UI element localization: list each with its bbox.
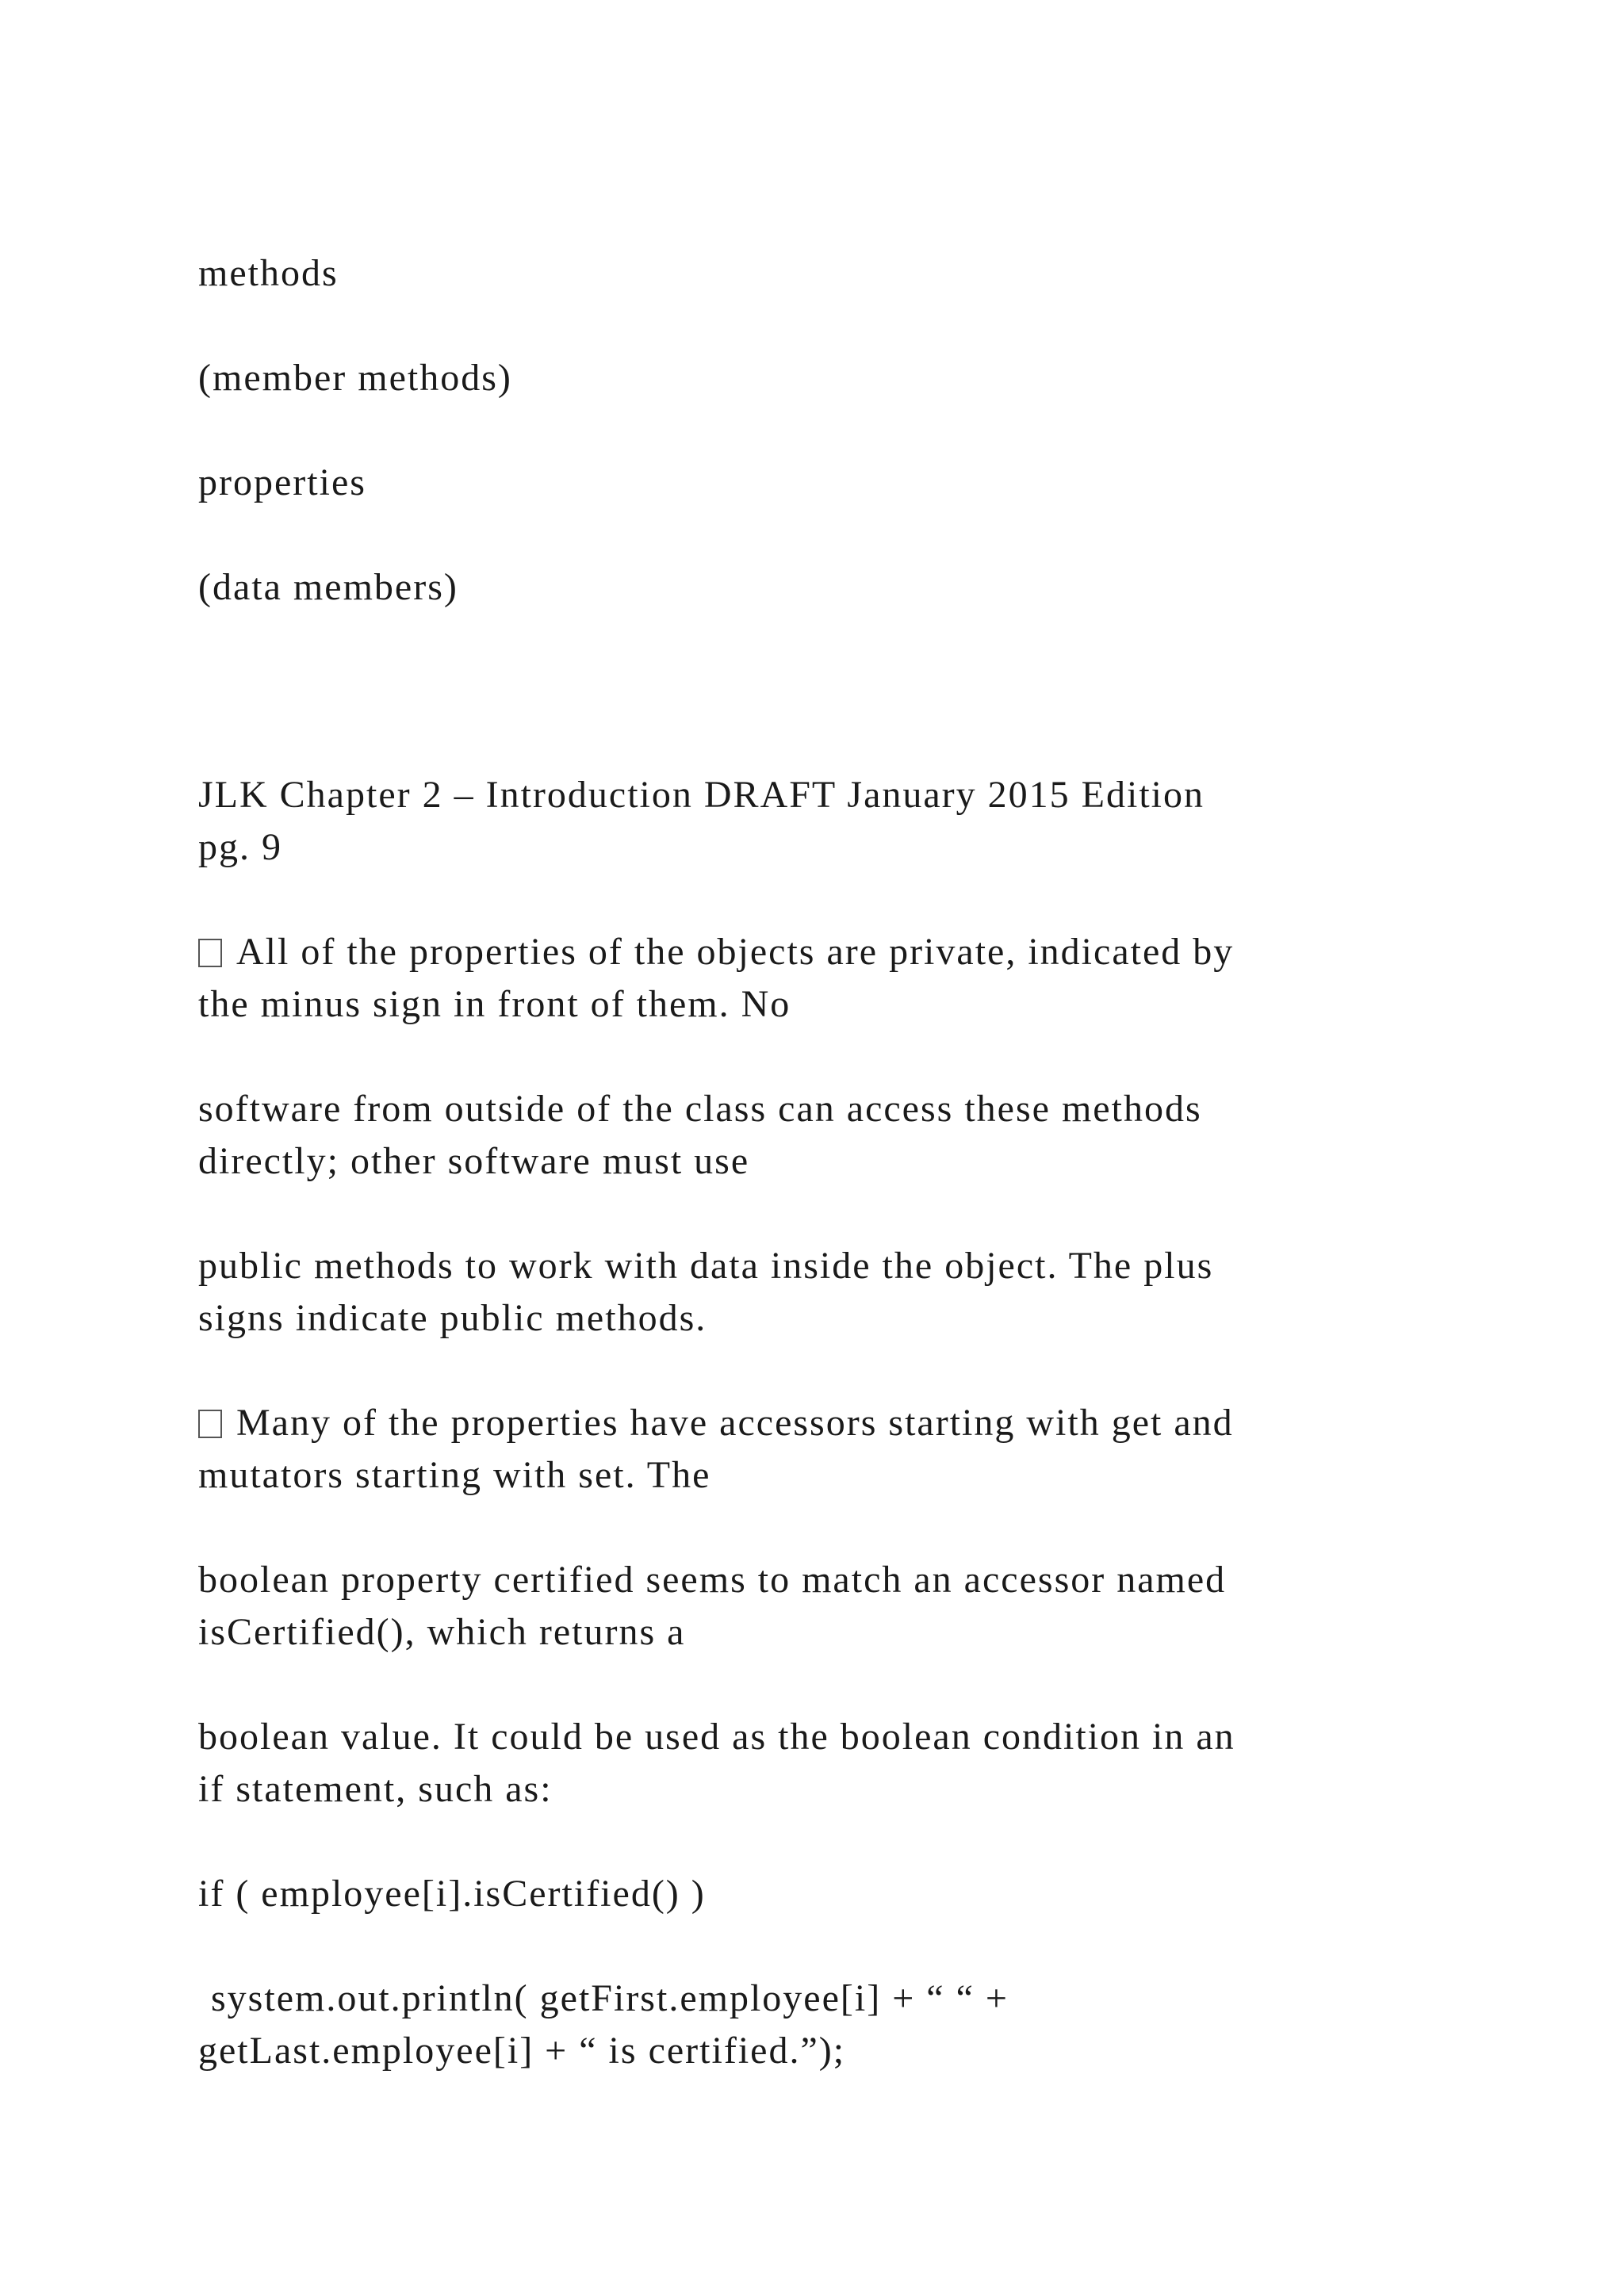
text-line: boolean property certified seems to match an accessor named (198, 1559, 1227, 1601)
text-line: (member methods) (198, 357, 512, 399)
text-line: properties (198, 461, 366, 503)
text-line: software from outside of the class can access these methods (198, 1088, 1202, 1130)
text-line: if statement, such as: (198, 1768, 553, 1810)
text-line: directly; other software must use (198, 1140, 750, 1182)
text-line: mutators starting with set. The (198, 1454, 711, 1496)
box-bullet-icon (198, 1410, 222, 1438)
bullet-paragraph-accessors (198, 1397, 1419, 1502)
box-bullet-icon (198, 939, 222, 967)
text-line: the minus sign in front of them. No (198, 983, 791, 1025)
bullet-paragraph-private-properties (198, 926, 1419, 1031)
text-line: JLK Chapter 2 – Introduction DRAFT January 2015 Edition (198, 774, 1205, 816)
text-line: signs indicate public methods. (198, 1297, 707, 1339)
text-line (198, 1397, 1419, 1449)
paragraph-boolean-value (198, 1711, 1419, 1816)
text-line: public methods to work with data inside the object. The plus (198, 1245, 1214, 1287)
text-line: if ( employee[i].isCertified() ) (198, 1873, 706, 1915)
text-properties (198, 457, 1419, 509)
text-line-content: Many of the properties have accessors starting with get and (236, 1402, 1234, 1444)
text-data-members (198, 561, 1419, 614)
text-member-methods (198, 352, 1419, 404)
text-line: system.out.println( getFirst.employee[i] + “ “ + (211, 1977, 1009, 2019)
text-line: (data members) (198, 566, 458, 608)
paragraph-public-methods (198, 1240, 1419, 1345)
code-if-statement (198, 1868, 1419, 1920)
text-line: getLast.employee[i] + “ is certified.”); (198, 2030, 846, 2072)
paragraph-boolean-property (198, 1554, 1419, 1659)
text-line: pg. 9 (198, 826, 282, 868)
paragraph-software-access (198, 1083, 1419, 1188)
text-methods (198, 247, 1419, 300)
text-line: isCertified(), which returns a (198, 1611, 686, 1653)
text-line (198, 926, 1419, 978)
text-line: methods (198, 252, 339, 294)
page-header-note (198, 769, 1419, 874)
text-line: boolean value. It could be used as the boolean condition in an (198, 1716, 1235, 1758)
code-println-statement (198, 1973, 1419, 2077)
text-line-content: All of the properties of the objects are private, indicated by (236, 931, 1235, 973)
